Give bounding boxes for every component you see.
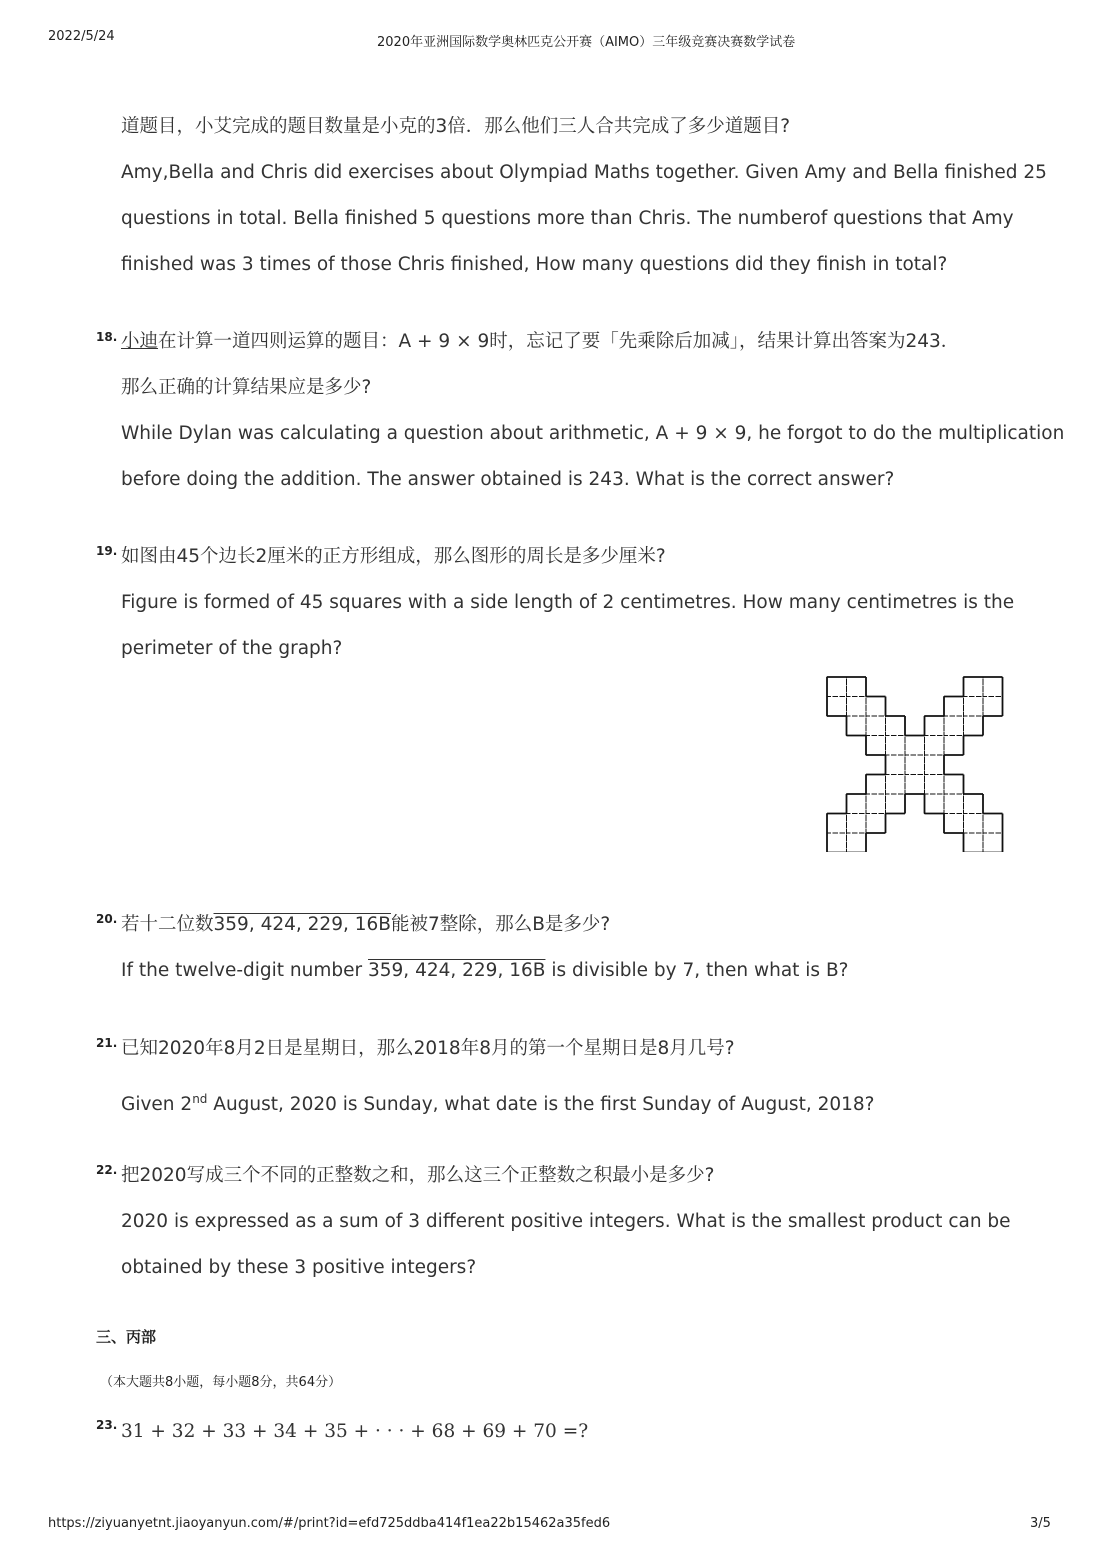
q18-cn-line-1 — [121, 330, 959, 354]
small-square — [925, 755, 945, 775]
q23-number: 23. — [96, 1418, 118, 1432]
small-square — [983, 677, 1003, 697]
q18-cn-line-2: 那么正确的计算结果应是多少? — [121, 377, 372, 398]
document-title: 2020年亚洲国际数学奥林匹克公开赛（AIMO）三年级竞赛决赛数学试卷 — [377, 35, 796, 50]
small-square — [847, 697, 867, 717]
small-square — [827, 814, 847, 834]
q20-number: 20. — [96, 912, 118, 926]
small-square — [905, 775, 925, 795]
small-square — [827, 677, 847, 697]
small-square — [944, 775, 964, 795]
q20-cn-line-1 — [121, 913, 610, 937]
small-square — [886, 794, 906, 814]
small-square — [925, 736, 945, 756]
q18-en-line-1: While Dylan was calculating a question about arithmetic, A + 9 × 9, he forgot to do the multiplication — [121, 423, 1065, 444]
section-title: 三、丙部 — [96, 1328, 157, 1346]
small-square — [866, 697, 886, 717]
q21-en-post: August, 2020 is Sunday, what date is the first Sunday of August, 2018? — [207, 1094, 875, 1116]
small-square — [983, 814, 1003, 834]
q18-name: 小迪 — [121, 331, 159, 352]
q22-en-line-1: 2020 is expressed as a sum of 3 different positive integers. What is the smallest product can be — [121, 1211, 1011, 1232]
squares-x-figure — [826, 676, 1004, 852]
small-square — [964, 716, 984, 736]
small-square — [944, 697, 964, 717]
q19-cn-line-1: 如图由45个边长2厘米的正方形组成，那么图形的周长是多少厘米? — [121, 546, 666, 567]
small-square — [944, 794, 964, 814]
q17-en-line-2: questions in total. Bella finished 5 questions more than Chris. The numberof questions that Amy — [121, 208, 1014, 229]
small-square — [983, 833, 1003, 852]
q17-en-line-1: Amy,Bella and Chris did exercises about Olympiad Maths together. Given Amy and Bella finished 25 — [121, 162, 1047, 183]
q19-en-line-1: Figure is formed of 45 squares with a side length of 2 centimetres. How many centimetres is the — [121, 592, 1015, 613]
small-square — [866, 716, 886, 736]
small-square — [847, 716, 867, 736]
small-square — [886, 775, 906, 795]
footer-url: https://ziyuanyetnt.jiaoyanyun.com/#/print?id=efd725ddba414f1ea22b15462a35fed6 — [48, 1516, 611, 1531]
small-square — [964, 814, 984, 834]
small-square — [847, 794, 867, 814]
small-square — [925, 794, 945, 814]
q20-cn-pre: 若十二位数 — [121, 914, 214, 935]
small-square — [827, 833, 847, 852]
small-square — [866, 794, 886, 814]
q18-cn-rest: 在计算一道四则运算的题目：A + 9 × 9时，忘记了要「先乘除后加减」，结果计算出答案为243． — [158, 331, 960, 352]
small-square — [944, 814, 964, 834]
q23-expression: 31 + 32 + 33 + 34 + 35 + · · · + 68 + 69 + 70 =? — [121, 1421, 589, 1442]
small-square — [847, 833, 867, 852]
small-square — [827, 697, 847, 717]
small-square — [866, 775, 886, 795]
small-square — [964, 677, 984, 697]
q17-cn-text: 道题目，小艾完成的题目数量是小克的3倍．那么他们三人合共完成了多少道题目? — [121, 116, 791, 137]
small-square — [866, 736, 886, 756]
q20-en-pre: If the twelve-digit number — [121, 960, 368, 981]
q20-en-post: is divisible by 7, then what is B? — [545, 960, 849, 981]
small-square — [847, 677, 867, 697]
q18-number: 18. — [96, 330, 118, 344]
small-square — [925, 716, 945, 736]
q21-en-line-1 — [121, 1087, 874, 1117]
q22-en-line-2: obtained by these 3 positive integers? — [121, 1257, 477, 1278]
q21-number: 21. — [96, 1036, 118, 1050]
q20-overlined-number: 359, 424, 229, 16B — [213, 914, 391, 935]
small-square — [964, 833, 984, 852]
small-square — [886, 716, 906, 736]
small-square — [964, 697, 984, 717]
small-square — [905, 736, 925, 756]
small-square — [886, 755, 906, 775]
q20-en-line-1 — [121, 959, 848, 983]
q18-en-line-2: before doing the addition. The answer obtained is 243. What is the correct answer? — [121, 469, 895, 490]
page-number: 3/5 — [1030, 1516, 1051, 1531]
q19-en-line-2: perimeter of the graph? — [121, 638, 343, 659]
q21-en-pre: Given 2 — [121, 1094, 193, 1116]
small-square — [944, 736, 964, 756]
q21-en-sup: nd — [192, 1092, 208, 1106]
small-square — [886, 736, 906, 756]
q19-number: 19. — [96, 544, 118, 558]
q21-cn-line-1: 已知2020年8月2日是星期日，那么2018年8月的第一个星期日是8月几号? — [121, 1038, 735, 1059]
small-square — [847, 814, 867, 834]
q22-number: 22. — [96, 1163, 118, 1177]
small-square — [905, 755, 925, 775]
q17-en-line-3: finished was 3 times of those Chris finished, How many questions did they finish in total? — [121, 254, 948, 275]
q22-cn-line-1: 把2020写成三个不同的正整数之和，那么这三个正整数之积最小是多少? — [121, 1165, 715, 1186]
print-date: 2022/5/24 — [48, 29, 115, 44]
section-note: （本大题共8小题，每小题8分，共64分） — [100, 1375, 342, 1390]
small-square — [925, 775, 945, 795]
small-square — [983, 697, 1003, 717]
q20-en-number: 359, 424, 229, 16B — [368, 960, 546, 981]
small-square — [944, 716, 964, 736]
q20-cn-post: 能被7整除，那么B是多少? — [390, 914, 611, 935]
small-square — [964, 794, 984, 814]
small-square — [866, 814, 886, 834]
